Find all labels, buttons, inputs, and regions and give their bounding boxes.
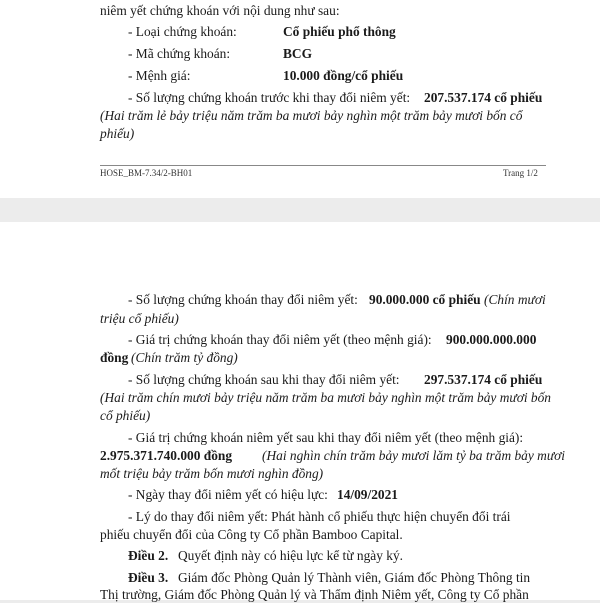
- footer-form-code: HOSE_BM-7.34/2-BH01: [100, 168, 193, 178]
- effective-date-label: - Ngày thay đổi niêm yết có hiệu lực:: [128, 487, 328, 502]
- article-3-label: Điều 3.: [128, 570, 169, 585]
- footer-page-number: Trang 1/2: [503, 168, 538, 178]
- security-code-value: BCG: [283, 46, 313, 61]
- footer-rule: [100, 165, 546, 166]
- change-value-words: (Chín trăm tỷ đồng): [131, 350, 238, 365]
- change-value-label: - Giá trị chứng khoán thay đổi niêm yết (theo mệnh giá):: [128, 332, 432, 347]
- security-type-label: - Loại chứng khoán:: [128, 24, 237, 39]
- before-quantity-value: 207.537.174 cổ phiếu: [424, 90, 543, 105]
- after-quantity-label: - Số lượng chứng khoán sau khi thay đổi niêm yết:: [128, 372, 400, 387]
- document-page-1: niêm yết chứng khoán với nội dung như sau: - Loại chứng khoán: Cổ phiếu phổ thông - Mã chứng khoán: BCG - Mệnh giá: 10.000 đồng/cổ phiếu - Số lượng chứng khoán trước khi thay đổi niêm yết: 207.537.174 cổ phiếu (Hai trăm lẻ bảy triệu năm trăm ba mươi bảy nghìn một trăm bảy mươi bốn cổ phiếu) HOSE_BM-7.34/2-BH01 Trang 1/2: [0, 0, 600, 198]
- document-page-2: [0, 222, 600, 600]
- article-2-label: Điều 2.: [128, 548, 169, 563]
- change-quantity-value: 90.000.000 cổ phiếu: [369, 292, 481, 307]
- change-quantity-label: - Số lượng chứng khoán thay đổi niêm yết:: [128, 292, 358, 307]
- par-value-label: - Mệnh giá:: [128, 68, 191, 83]
- security-type-value: Cổ phiếu phổ thông: [283, 24, 396, 39]
- effective-date-value: 14/09/2021: [337, 487, 399, 502]
- listed-value-amount: 2.975.371.740.000 đồng: [100, 448, 233, 463]
- security-code-label: - Mã chứng khoán:: [128, 46, 231, 61]
- after-quantity-value: 297.537.174 cổ phiếu: [424, 372, 543, 387]
- article-2-text: Quyết định này có hiệu lực kể từ ngày ký.: [178, 548, 403, 563]
- before-quantity-label: - Số lượng chứng khoán trước khi thay đổi niêm yết:: [128, 90, 411, 105]
- article-3-text: Giám đốc Phòng Quản lý Thành viên, Giám đốc Phòng Thông tin: [178, 570, 531, 585]
- change-value-currency: đồng: [100, 350, 129, 365]
- listed-value-label: - Giá trị chứng khoán niêm yết sau khi thay đổi niêm yết (theo mệnh giá):: [128, 430, 524, 445]
- change-value-amount: 900.000.000.000: [446, 332, 537, 347]
- par-value-value: 10.000 đồng/cổ phiếu: [283, 68, 404, 83]
- change-quantity-words: (Chín mươi: [484, 292, 546, 307]
- listed-value-words: (Hai nghìn chín trăm bảy mươi lăm tỷ ba trăm bảy mươi: [262, 448, 566, 463]
